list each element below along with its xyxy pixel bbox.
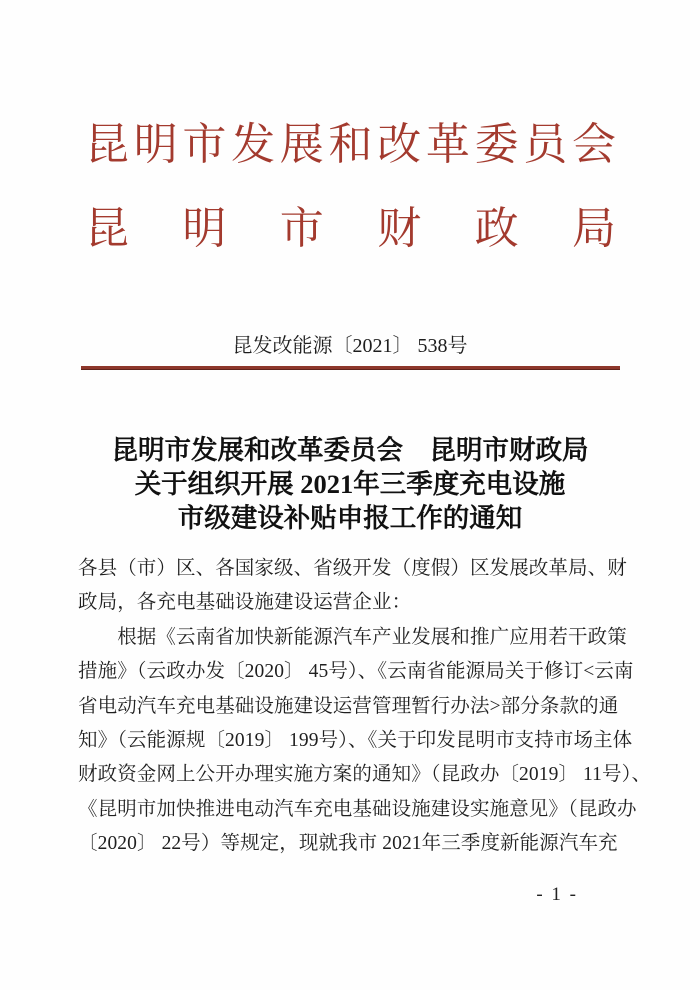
issuing-org-primary: 昆明市发展和改革委员会 bbox=[85, 120, 616, 169]
body-line-8: 《昆明市加快推进电动汽车充电基础设施建设实施意见》（昆政办 bbox=[78, 798, 637, 820]
body-line-2: 政局，各充电基础设施建设运营企业： bbox=[78, 592, 412, 614]
body-line-6: 知》（云能源规〔2019〕 199号）、《关于印发昆明市支持市场主体 bbox=[78, 730, 633, 752]
body-line-5: 省电动汽车充电基础设施建设运营管理暂行办法>部分条款的通 bbox=[78, 695, 619, 717]
body-line-4: 措施》（云政办发〔2020〕 45号）、《云南省能源局关于修订<云南 bbox=[78, 661, 634, 683]
title-line-3: 市级建设补贴申报工作的通知 bbox=[177, 503, 523, 533]
document-body bbox=[78, 552, 652, 862]
letterhead bbox=[85, 121, 616, 252]
body-line-3: 根据《云南省加快新能源汽车产业发展和推广应用若干政策 bbox=[78, 626, 627, 648]
document-number: 昆发改能源〔2021〕 538号 bbox=[232, 335, 468, 357]
issuing-org-secondary: 昆明市财政局 bbox=[85, 204, 616, 253]
body-line-1: 各县（市）区、各国家级、省级开发（度假）区发展改革局、财 bbox=[78, 558, 627, 579]
page-number: - 1 - bbox=[536, 884, 578, 905]
title-line-1: 昆明市发展和改革委员会 昆明市财政局 bbox=[111, 435, 589, 465]
body-line-9: 〔2020〕 22号）等规定，现就我市 2021年三季度新能源汽车充 bbox=[78, 833, 618, 855]
letterhead-divider-rule bbox=[81, 366, 620, 370]
body-line-7: 财政资金网上公开办理实施方案的通知》（昆政办〔2019〕 11号）、 bbox=[78, 764, 652, 786]
document-title bbox=[0, 433, 700, 535]
title-line-2: 关于组织开展 2021年三季度充电设施 bbox=[134, 469, 566, 499]
